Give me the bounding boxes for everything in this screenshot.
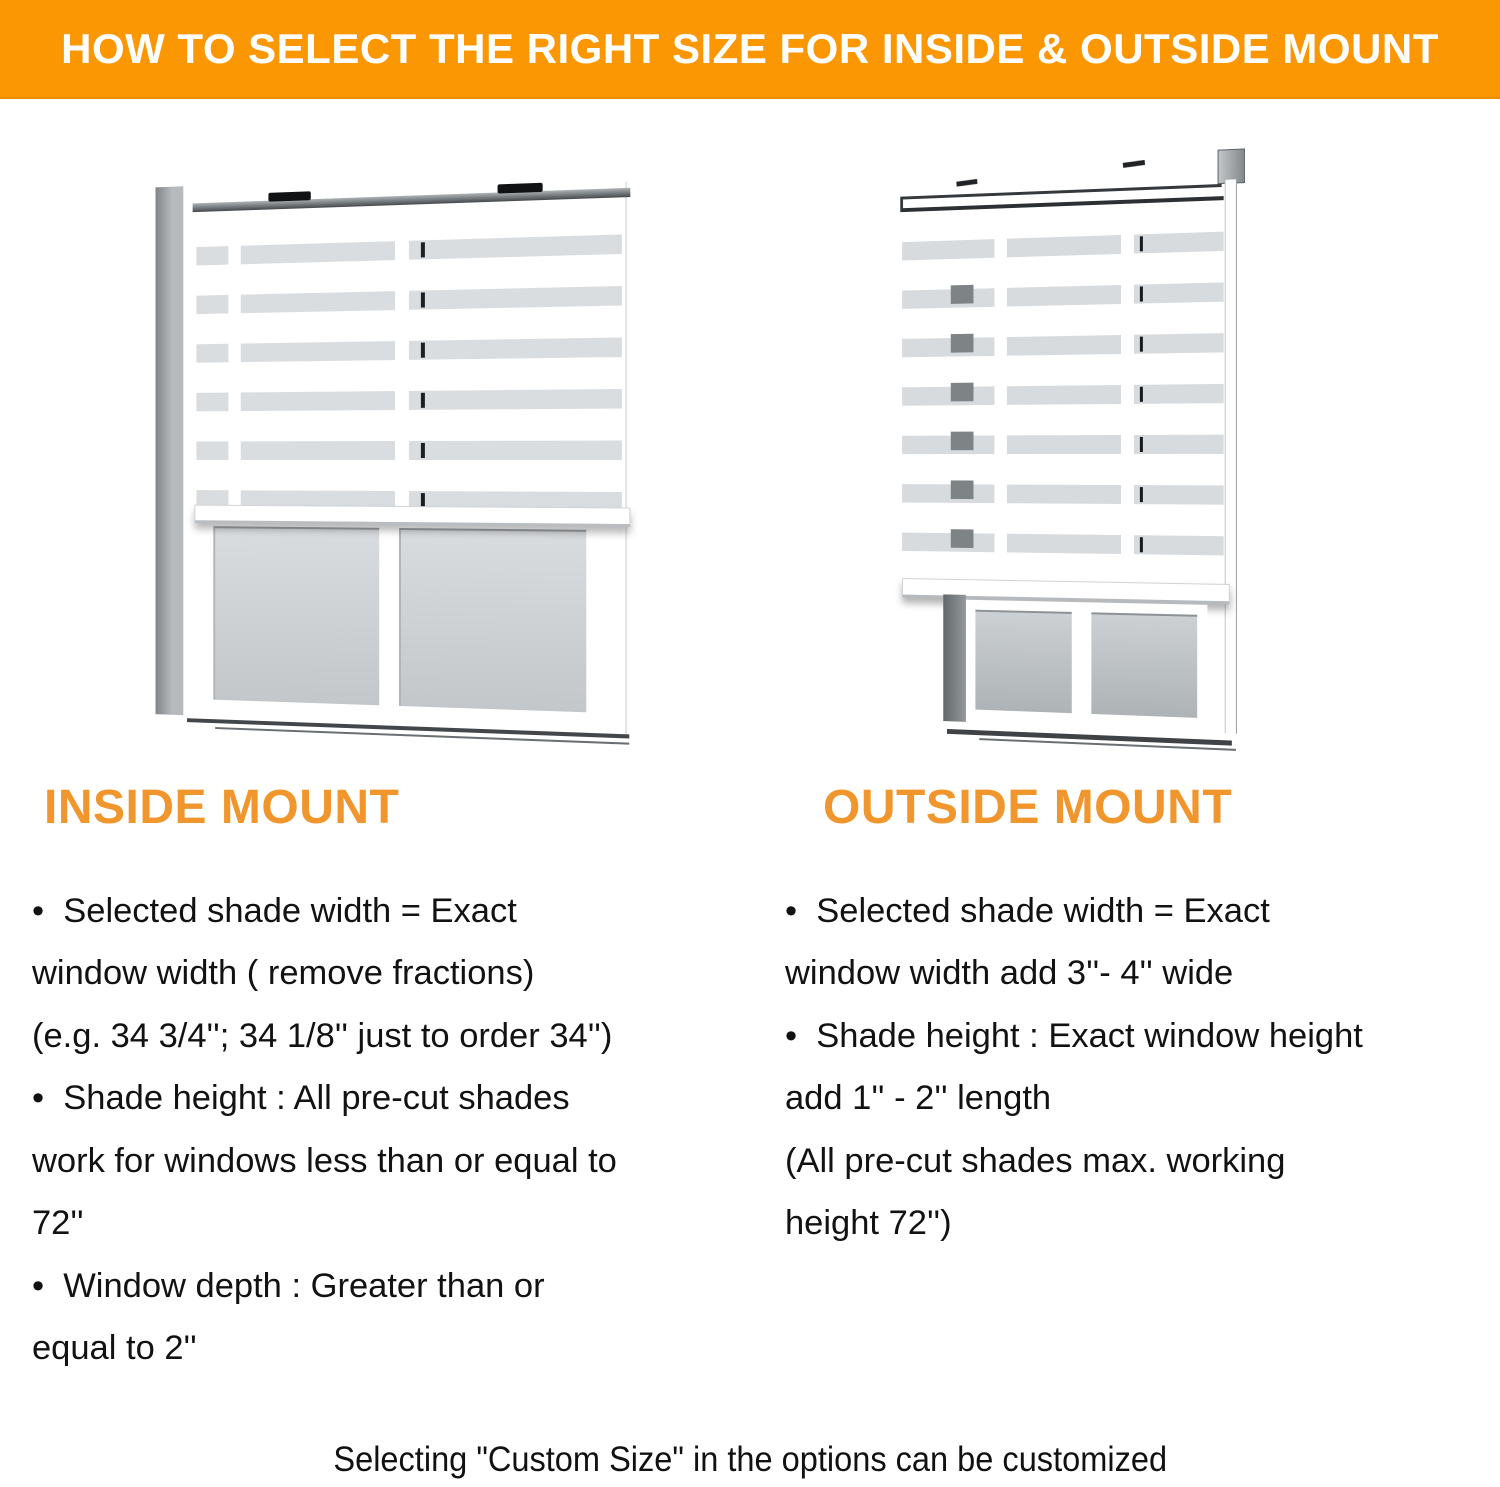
shade-slit-marks [421,209,425,510]
window-jamb-left [155,186,183,715]
bullet-line: window width add 3''- 4'' wide [785,954,1234,993]
section-outside-mount [785,782,1500,1255]
shade-seam [1121,203,1134,586]
shade-slit-marks [1140,203,1143,586]
shade-seam [395,210,409,510]
footer [0,1440,1500,1480]
bullet-line: (All pre-cut shades max. working [785,1141,1286,1180]
window-frame [966,600,1207,735]
inside-mount-illustration [145,148,655,768]
zebra-shade [196,202,622,511]
window-frame-behind-shade [951,285,974,549]
mount-bracket-icon [1123,160,1145,168]
bullet-line: (e.g. 34 3/4''; 34 1/8'' just to order 34'') [32,1016,613,1055]
mount-bracket-icon [268,191,310,201]
outside-mount-window-graphic [895,137,1362,779]
mount-bracket-icon [498,183,543,194]
outside-mount-illustration [885,148,1355,768]
outside-mount-bullets [785,880,1500,1255]
bullet-line: window width ( remove fractions) [32,954,535,993]
header-banner [0,0,1500,99]
bullet-line: • Shade height : Exact window height [785,1016,1363,1055]
glass-pane-left [213,526,379,705]
section-inside-mount [32,782,742,1380]
inside-mount-bullets [32,880,742,1380]
glass-pane-right [399,528,586,712]
outside-mount-heading: OUTSIDE MOUNT [823,781,1233,834]
window-jamb-left [943,594,966,722]
bullet-line: height 72'') [785,1204,952,1243]
shade-seam [228,215,240,508]
mount-bracket-icon [956,179,977,187]
bullet-line: • Selected shade width = Exact [785,891,1270,930]
bullet-line: equal to 2'' [32,1329,197,1368]
bullet-line: • Selected shade width = Exact [32,891,517,930]
inside-mount-heading: INSIDE MOUNT [44,781,400,834]
inside-mount-window-graphic [155,137,662,779]
footer-note: Selecting "Custom Size" in the options can be customized [333,1440,1167,1479]
banner-title: HOW TO SELECT THE RIGHT SIZE FOR INSIDE & OUTSIDE MOUNT [61,24,1439,72]
bullet-line: work for windows less than or equal to [32,1141,617,1180]
bullet-line: add 1'' - 2'' length [785,1079,1052,1118]
glass-pane-left [975,610,1071,713]
bullet-line: • Window depth : Greater than or [32,1266,545,1305]
shade-side-rail [1225,179,1237,733]
shade-seam [994,208,1006,584]
glass-pane-right [1091,612,1197,718]
bullet-line: • Shade height : All pre-cut shades [32,1079,570,1118]
bullet-line: 72'' [32,1204,84,1243]
